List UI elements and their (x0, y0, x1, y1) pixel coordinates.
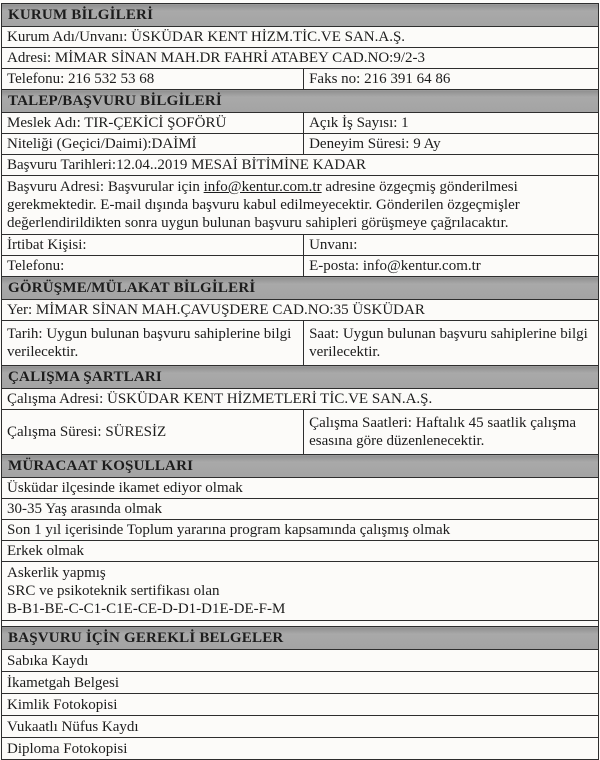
muracaat-item-ikamet: Üsküdar ilçesinde ikamet ediyor olmak (2, 478, 599, 499)
basvuru-tarihleri-cell: Başvuru Tarihleri:12.04..2019 MESAİ BİTİMİNE KADAR (2, 155, 599, 176)
kurum-adresi-cell: Adresi: MİMAR SİNAN MAH.DR FAHRİ ATABEY CAD.NO:9/2-3 (2, 48, 599, 69)
calisma-adresi-cell: Çalışma Adresi: ÜSKÜDAR KENT HİZMETLERİ TİC.VE SAN.A.Ş. (2, 389, 599, 410)
meslek-adi-cell: Meslek Adı: TIR-ÇEKİCİ ŞOFÖRÜ (2, 113, 304, 134)
belge-ikametgah: İkametgah Belgesi (2, 672, 599, 694)
irtibat-kisisi-cell: İrtibat Kişisi: (2, 235, 304, 256)
gorusme-saat-cell: Saat: Uygun bulunan başvuru sahiplerine bilgi verilecektir. (304, 321, 599, 366)
muracaat-ehliyet-line: B-B1-BE-C-C1-C1E-CE-D-D1-D1E-DE-F-M (7, 601, 286, 617)
muracaat-multi-cell (2, 562, 599, 621)
basvuru-adresi-text-pre: Başvuru Adresi: Başvurular için (7, 179, 204, 195)
eposta-cell: E-posta: info@kentur.com.tr (304, 256, 599, 277)
belge-diploma: Diploma Fotokopisi (2, 738, 599, 760)
section-header-muracaat-kosullari: MÜRACAAT KOŞULLARI (2, 455, 599, 478)
calisma-suresi-cell: Çalışma Süresi: SÜRESİZ (2, 410, 304, 455)
acik-is-sayisi-cell: Açık İş Sayısı: 1 (304, 113, 599, 134)
unvani-cell: Unvanı: (304, 235, 599, 256)
niteligi-cell: Niteliği (Geçici/Daimi):DAİMİ (2, 134, 304, 155)
calisma-saatleri-cell: Çalışma Saatleri: Haftalık 45 saatlik çalışma esasına göre düzenlenecektir. (304, 410, 599, 455)
talep-telefon-cell: Telefonu: (2, 256, 304, 277)
muracaat-item-typ: Son 1 yıl içerisinde Toplum yararına program kapsamında çalışmış olmak (2, 520, 599, 541)
gorusme-yer-cell: Yer: MİMAR SİNAN MAH.ÇAVUŞDERE CAD.NO:35 ÜSKÜDAR (2, 300, 599, 321)
basvuru-adresi-cell (2, 176, 599, 235)
belge-kimlik: Kimlik Fotokopisi (2, 694, 599, 716)
gorusme-tarih-cell: Tarih: Uygun bulunan başvuru sahiplerine bilgi verilecektir. (2, 321, 304, 366)
deneyim-suresi-cell: Deneyim Süresi: 9 Ay (304, 134, 599, 155)
kurum-adi-cell: Kurum Adı/Unvanı: ÜSKÜDAR KENT HİZM.TİC.VE SAN.A.Ş. (2, 27, 599, 48)
section-header-gorusme-mulakat: GÖRÜŞME/MÜLAKAT BİLGİLERİ (2, 277, 599, 300)
kurum-faks-cell: Faks no: 216 391 64 86 (304, 69, 599, 90)
section-header-talep-basvuru: TALEP/BAŞVURU BİLGİLERİ (2, 90, 599, 113)
belge-nufus-kaydi: Vukaatlı Nüfus Kaydı (2, 716, 599, 738)
muracaat-item-erkek: Erkek olmak (2, 541, 599, 562)
email-link[interactable]: info@kentur.com.tr (203, 179, 322, 195)
section-header-gerekli-belgeler: BAŞVURU İÇİN GEREKLİ BELGELER (2, 627, 599, 650)
basvuru-adresi-text-post: adresine özgeçmiş gönderilmesi gerekmektedir. E-mail dışında başvuru kabul edilmeyecektir. Gönderilen özgeçmişler değerlendirildikten sonra uygun bulunan başvuru sahipleri görüşmeye çağrılacaktır. (7, 179, 520, 231)
muracaat-src-line: SRC ve psikoteknik sertifikası olan (7, 583, 220, 599)
muracaat-item-yas: 30-35 Yaş arasında olmak (2, 499, 599, 520)
section-header-kurum-bilgileri: KURUM BİLGİLERİ (2, 4, 599, 27)
section-header-calisma-sartlari: ÇALIŞMA ŞARTLARI (2, 366, 599, 389)
muracaat-askerlik-line: Askerlik yapmış (7, 565, 106, 581)
job-posting-table (1, 3, 599, 760)
belge-sabika-kaydi: Sabıka Kaydı (2, 650, 599, 672)
kurum-telefon-cell: Telefonu: 216 532 53 68 (2, 69, 304, 90)
